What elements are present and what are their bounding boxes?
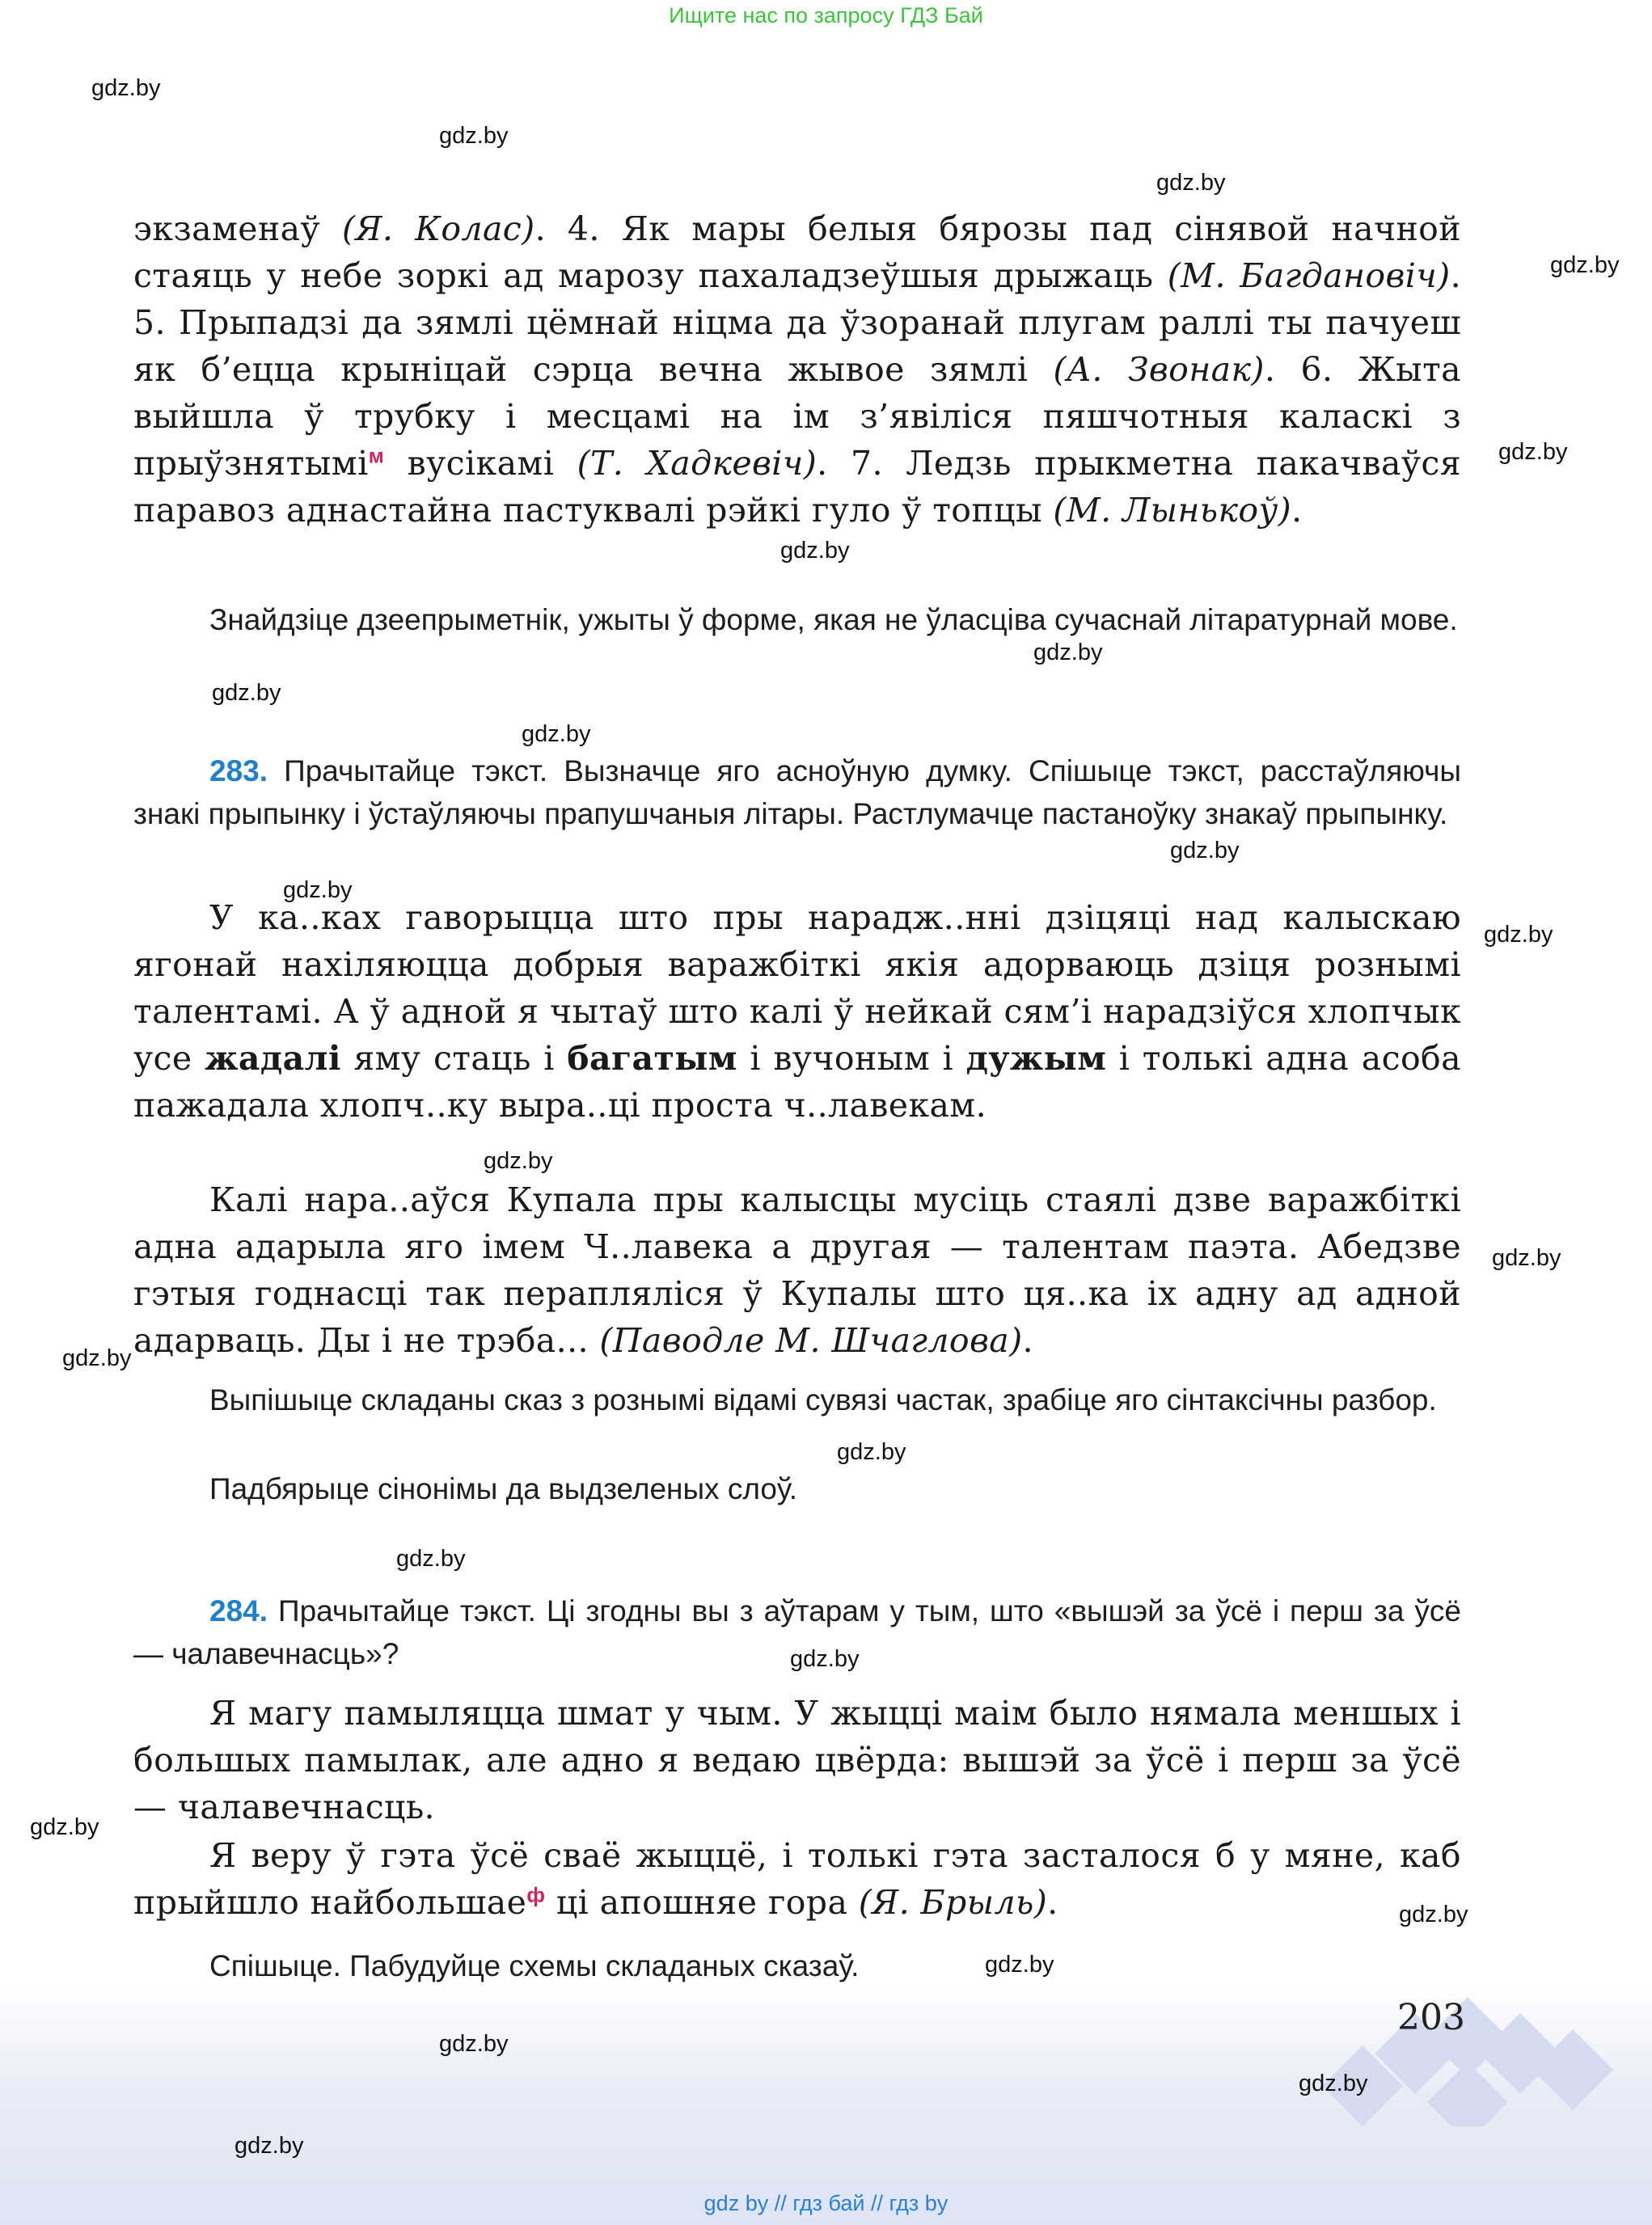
paragraph (133, 205, 1461, 534)
footer-link-gdz-by[interactable]: gdz by (703, 2191, 769, 2215)
author-ref: (Паводле М. Шчаглова) (599, 1321, 1023, 1360)
text: і толькі адна асоба пажадала хлопч..ку выра..ці проста ч..лавекам. (133, 1039, 1461, 1125)
exercise-284-task: Спішыце. Пабудуйце схемы складаных сказаў. (209, 1949, 860, 1982)
footer-links (0, 2191, 1652, 2216)
text: . (1022, 1321, 1033, 1360)
watermark: gdz.by (780, 538, 850, 564)
watermark: gdz.by (30, 1814, 99, 1840)
author-ref: (Я. Колас) (341, 209, 535, 248)
text: яму стаць і (340, 1039, 568, 1078)
exercise-283-task-b: Падбярыце сінонімы да выдзеленых слоў. (209, 1472, 797, 1505)
watermark: gdz.by (1156, 170, 1226, 196)
watermark: gdz.by (396, 1546, 466, 1572)
watermark: gdz.by (234, 2133, 304, 2159)
text: і вучоным і (737, 1039, 966, 1078)
exercise-283-task-a: Выпішыце складаны сказ з рознымі відамі сувязі частак, зрабіце яго сінтаксічны разбор. (209, 1383, 1437, 1416)
exercise-number: 283. (209, 754, 268, 787)
watermark: gdz.by (1550, 252, 1620, 278)
text: . 5. Прыпадзі да зямлі цёмнай ніцма да ўзоранай плугам раллі ты пачуеш як б’ецца крыніцай сэрца вечна жывое зямлі (133, 256, 1461, 389)
watermark: gdz.by (484, 1148, 553, 1174)
text: У ка..ках гаворыцца што пры нарадж..нні дзіцяці над калыскаю ягонай нахіляюцца добрыя варажбіткі якія адорваюць дзіця рознымі талентамі. А ў адной я чытаў што калі ў нейкай сям’і нарадзіўся хлопчык усе (133, 898, 1461, 1078)
exercise-number: 284. (209, 1594, 268, 1628)
watermark: gdz.by (439, 123, 509, 149)
footer-separator: // (774, 2191, 787, 2215)
task-instruction: Знайдзіце дзеепрыметнік, ужыты ў форме, якая не ўласціва сучаснай літаратурнай мове. (209, 603, 1458, 636)
watermark: gdz.by (1492, 1245, 1561, 1271)
watermark: gdz.by (1033, 640, 1103, 665)
author-ref: (Т. Хадкевіч) (577, 444, 818, 483)
text: . 6. Жыта выйшла ў трубку і месцамі на ім з’явіліся пяшчотныя каласкі з прыўзнятымі (133, 350, 1462, 483)
text: экзаменаў (133, 209, 342, 248)
watermark: gdz.by (212, 680, 281, 706)
watermark: gdz.by (790, 1646, 860, 1672)
watermark: gdz.by (91, 75, 161, 101)
author-ref: (А. Звонак) (1053, 350, 1265, 389)
top-banner[interactable]: Ищите нас по запросу ГДЗ Бай (669, 3, 983, 27)
watermark: gdz.by (1498, 439, 1568, 465)
instruction-text: Прачытайце тэкст. Вызначце яго асноўную думку. Спішыце тэкст, расстаўляючы знакі прыпынку і ўстаўляючы прапушчаныя літары. Растлумачце пастаноўку знакаў прыпынку. (133, 754, 1461, 830)
author-ref: (М. Лынькоў) (1053, 491, 1292, 530)
exercise-284-paragraph-2 (133, 1832, 1461, 1926)
text: вусікамі (384, 444, 577, 483)
text: Калі нара..аўся Купала пры калысцы мусіць стаялі дзве варажбіткі адна адарыла яго імем Ч..лавека а другая — талентам паэта. Абедзве гэтыя годнасці так перапляліся ў Купалы што ця..ка іх адну ад адной адарваць. Ды і не трэба... (133, 1180, 1461, 1360)
exercise-283-paragraph-2 (133, 1176, 1461, 1364)
watermark: gdz.by (522, 721, 591, 747)
footer-link-gdz-bai[interactable]: гдз бай (792, 2191, 865, 2215)
exercise-284-paragraph-1: Я магу памыляцца шмат у чым. У жыцці маім было нямала меншых і большых памылак, але адно я ведаю цвёрда: вышэй за ўсё і перш за ўсё — чалавечнасць. (133, 1694, 1461, 1826)
watermark: gdz.by (62, 1345, 132, 1371)
footer-separator: // (871, 2191, 884, 2215)
watermark: gdz.by (1170, 838, 1240, 863)
watermark: gdz.by (1399, 1902, 1468, 1927)
text: . 4. Як мары белыя бярозы пад сінявой начной стаяць у небе зоркі ад марозу пахаладзеўшыя дрыжаць (133, 209, 1461, 295)
text: . 7. Ледзь прыкметна пакачваўся паравоз аднастайна пастуквалі рэйкі гуло ў топцы (133, 444, 1462, 530)
text: . (1047, 1883, 1058, 1922)
exercise-283-instruction (133, 749, 1461, 835)
text: Я веру ў гэта ўсё сваё жыццё, і толькі гэта засталося б у мяне, каб прыйшло найбольшае (133, 1836, 1461, 1922)
page-number: 203 (1397, 1997, 1465, 2038)
watermark: gdz.by (439, 2031, 509, 2057)
footer-link-gdz-by-2[interactable]: гдз by (889, 2191, 949, 2215)
highlighted-word: багатым (567, 1039, 737, 1078)
watermark: gdz.by (1484, 922, 1553, 948)
instruction-text: Прачытайце тэкст. Ці згодны вы з аўтарам у тым, што «вышэй за ўсё і перш за ўсё — чалавечнасць»? (133, 1594, 1461, 1670)
highlighted-word: дужым (965, 1039, 1107, 1078)
author-ref: (М. Багдановіч) (1167, 256, 1451, 295)
watermark: gdz.by (837, 1439, 906, 1465)
watermark: gdz.by (985, 1952, 1054, 1978)
highlighted-word: жадалі (205, 1039, 341, 1078)
exercise-283-paragraph-1 (133, 894, 1461, 1129)
author-ref: (Я. Брыль) (858, 1883, 1048, 1922)
text: ці апошняе гора (545, 1883, 859, 1922)
text: . (1291, 491, 1303, 530)
exercise-text-continued (133, 205, 1461, 534)
watermark: gdz.by (283, 877, 353, 903)
watermark: gdz.by (1299, 2071, 1368, 2096)
footnote-marker: м (368, 443, 385, 468)
footnote-marker: ф (526, 1882, 546, 1907)
